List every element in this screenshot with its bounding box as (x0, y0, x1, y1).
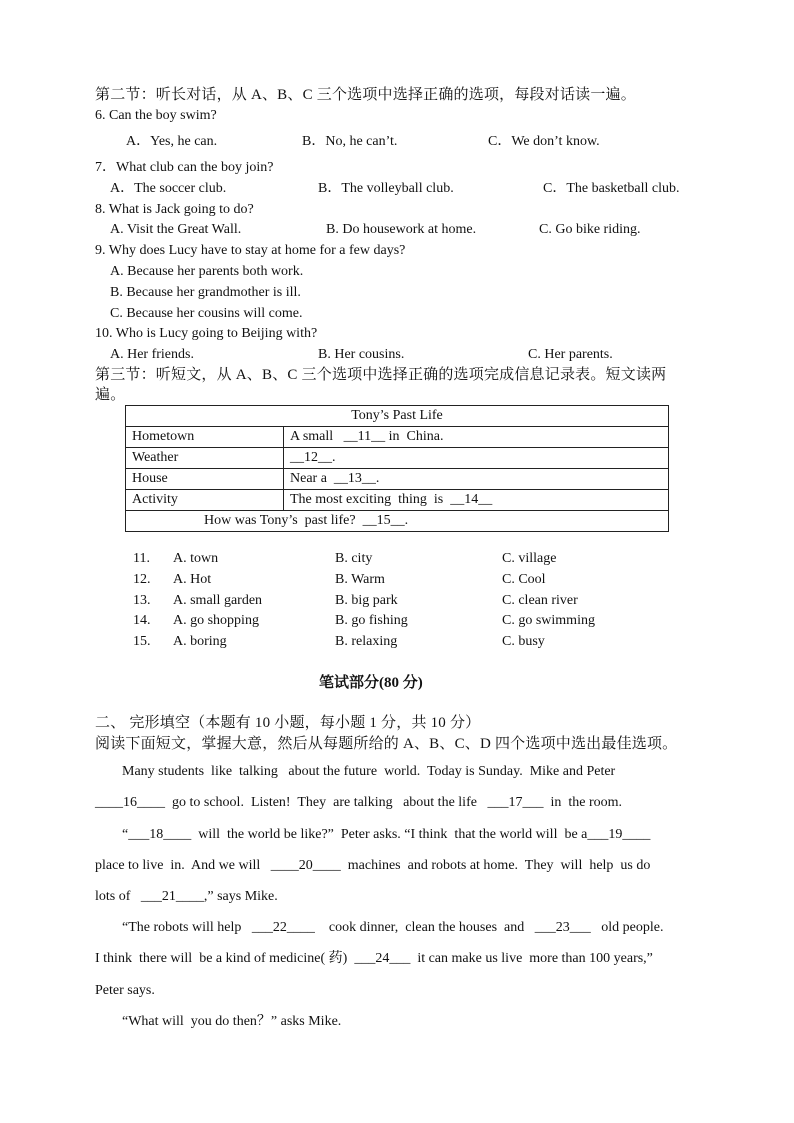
option-a: A. go shopping (173, 613, 259, 628)
option-a: A. small garden (173, 593, 263, 608)
row-text: . (332, 450, 336, 465)
table-row (126, 490, 669, 511)
option-b: B. city (335, 551, 373, 566)
row-label: House (126, 469, 284, 490)
option-a: A. boring (173, 634, 227, 649)
passage-line: Peter says. (95, 983, 155, 998)
info-record-table (125, 405, 669, 532)
passage-line: place to live in. And we will ____20____ machines and robots at home. They will help us do (95, 858, 651, 873)
q6-option-c: C．We don’t know. (488, 134, 600, 149)
question-7: 7．What club can the boy join? (95, 160, 274, 175)
option-num: 13. (133, 593, 151, 608)
option-c: C. go swimming (502, 613, 595, 628)
blank-11[interactable]: __11__ (343, 429, 386, 444)
table-row (126, 469, 669, 490)
blank-13[interactable]: __13__ (333, 471, 376, 486)
q8-option-c: C. Go bike riding. (539, 222, 641, 237)
blank-15[interactable]: __15__ (362, 513, 405, 528)
q8-option-b: B. Do housework at home. (326, 222, 477, 237)
option-num: 12. (133, 572, 151, 587)
q10-option-b: B. Her cousins. (318, 347, 405, 362)
passage-line: I think there will be a kind of medicine( 药) ___24___ it can make us live more than 100 years,” (95, 951, 653, 966)
option-num: 14. (133, 613, 151, 628)
passage-line: Many students like talking about the future world. Today is Sunday. Mike and Peter (122, 764, 616, 779)
q8-option-a: A. Visit the Great Wall. (110, 222, 242, 237)
q6-option-a: A．Yes, he can. (126, 134, 218, 149)
q6-option-b: B．No, he can’t. (302, 134, 398, 149)
q10-option-c: C. Her parents. (528, 347, 613, 362)
option-num: 15. (133, 634, 151, 649)
part2-title: 二、 完形填空（本题有 10 小题，每小题 1 分，共 10 分） (95, 715, 481, 731)
question-10: 10. Who is Lucy going to Beijing with? (95, 326, 318, 341)
option-a: A. Hot (173, 572, 212, 587)
part2-instructions: 阅读下面短文，掌握大意，然后从每题所给的 A、B、C、D 四个选项中选出最佳选项。 (95, 736, 678, 752)
footer-text: . (404, 513, 409, 528)
option-b: B. Warm (335, 572, 385, 587)
section3-title-cont: 遍。 (95, 387, 126, 403)
passage-line: ____16____ go to school. Listen! They are talking about the life ___17___ in the room. (95, 795, 622, 810)
question-6: 6. Can the boy swim? (95, 108, 217, 123)
passage-line: lots of ___21____,” says Mike. (95, 889, 278, 904)
option-a: A. town (173, 551, 219, 566)
row-label: Activity (126, 490, 284, 511)
q7-option-b: B．The volleyball club. (318, 181, 454, 196)
section3-title: 第三节：听短文，从 A、B、C 三个选项中选择正确的选项完成信息记录表。短文读两 (95, 367, 667, 383)
option-c: C. village (502, 551, 557, 566)
option-c: C. busy (502, 634, 545, 649)
row-content (284, 448, 669, 469)
footer-text: How was Tony’s past life? (204, 513, 363, 528)
table-footer-row (126, 511, 669, 532)
q9-option-c: C. Because her cousins will come. (110, 306, 303, 321)
q7-option-c: C．The basketball club. (543, 181, 680, 196)
passage-line: “What will you do then？” asks Mike. (122, 1014, 342, 1029)
option-num: 11. (133, 551, 150, 566)
q7-option-a: A．The soccer club. (110, 181, 227, 196)
row-label: Weather (126, 448, 284, 469)
q10-option-a: A. Her friends. (110, 347, 194, 362)
option-b: B. relaxing (335, 634, 398, 649)
option-b: B. go fishing (335, 613, 408, 628)
passage-line: “The robots will help ___22____ cook dinner, clean the houses and ___23___ old people. (122, 920, 664, 935)
row-content (284, 490, 669, 511)
table-title: Tony’s Past Life (126, 406, 669, 427)
table-row (126, 448, 669, 469)
q9-option-a: A. Because her parents both work. (110, 264, 304, 279)
blank-12[interactable]: __12__ (290, 450, 332, 465)
passage-line: “___18____ will the world be like?” Peter asks. “I think that the world will be a___19____ (122, 827, 651, 842)
table-footer (126, 511, 669, 532)
option-c: C. Cool (502, 572, 546, 587)
row-text: in China. (385, 429, 444, 444)
blank-14[interactable]: __14__ (450, 492, 493, 507)
row-label: Hometown (126, 427, 284, 448)
row-content (284, 469, 669, 490)
option-c: C. clean river (502, 593, 578, 608)
section2-title: 第二节：听长对话，从 A、B、C 三个选项中选择正确的选项，每段对话读一遍。 (95, 87, 636, 103)
row-text: The most exciting thing is (290, 492, 451, 507)
row-text: A small (290, 429, 344, 444)
written-part-heading: 笔试部分(80 分) (319, 675, 423, 691)
question-9: 9. Why does Lucy have to stay at home for a few days? (95, 243, 406, 258)
row-content (284, 427, 669, 448)
q9-option-b: B. Because her grandmother is ill. (110, 285, 301, 300)
question-8: 8. What is Jack going to do? (95, 202, 254, 217)
row-text: Near a (290, 471, 334, 486)
table-row (126, 427, 669, 448)
row-text: . (375, 471, 380, 486)
option-b: B. big park (335, 593, 398, 608)
